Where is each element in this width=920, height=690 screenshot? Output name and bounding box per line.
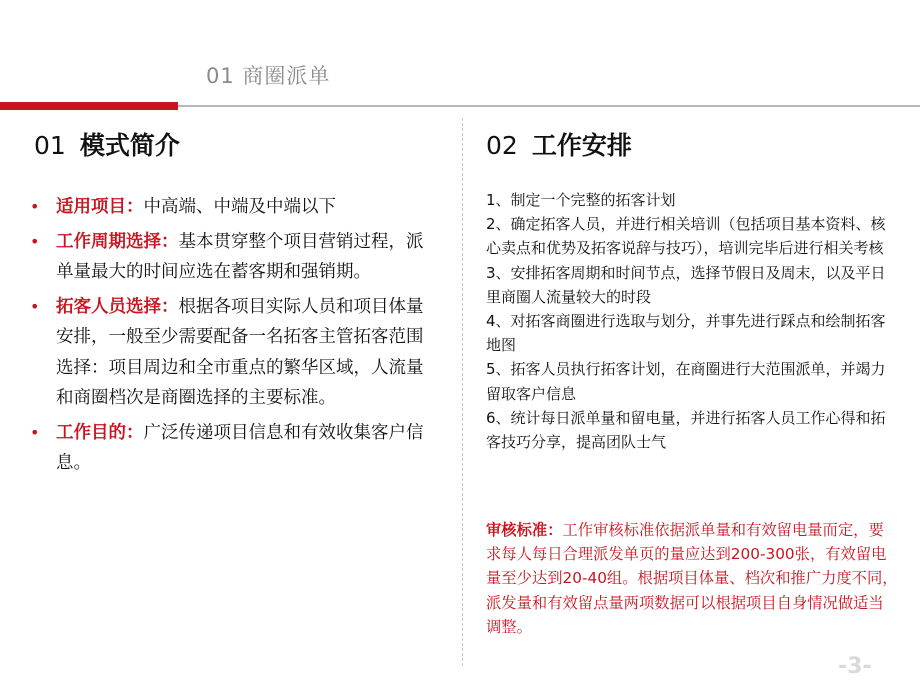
- list-item: [28, 418, 436, 479]
- step-item: 4、对拓客商圈进行选取与划分，并事先进行踩点和绘制拓客地图: [486, 312, 886, 355]
- step-item: 1、制定一个完整的拓客计划: [486, 191, 676, 209]
- right-section-number: 02: [486, 131, 518, 160]
- item-text: 根据各项目实际人员和项目体量安排，一般至少需要配备一名拓客主管拓客范围选择：项目周边和全市重点的繁华区域，人流量和商圈档次是商圈选择的主要标准。: [56, 296, 424, 408]
- bullet-icon: •: [30, 197, 40, 216]
- page-number: -3-: [838, 654, 872, 679]
- review-key: 审核标准：: [486, 521, 563, 539]
- right-section-label: 工作安排: [531, 131, 632, 160]
- review-standard: [486, 518, 898, 639]
- review-text: 工作审核标准依据派单量和有效留电量而定，要求每人每日合理派发单页的量应达到200-300张，有效留电量至少达到20-40组。根据项目体量、档次和推广力度不同，派发量和有效留点量两项数据可以根据项目自身情况做适当调整。: [486, 521, 898, 636]
- item-text: 广泛传递项目信息和有效收集客户信息。: [56, 422, 424, 473]
- list-item: [28, 227, 436, 288]
- step-item: 3、安排拓客周期和时间节点，选择节假日及周末，以及平日里商圈人流量较大的时段: [486, 263, 886, 306]
- step-item: 5、拓客人员执行拓客计划，在商圈进行大范围派单，并竭力留取客户信息: [486, 360, 886, 403]
- step-item: 2、确定拓客人员，并进行相关培训（包括项目基本资料、核心卖点和优势及拓客说辞与技巧），培训完毕后进行相关考核: [486, 215, 886, 258]
- item-text: 基本贯穿整个项目营销过程，派单量最大的时间应选在蓄客期和强销期。: [56, 231, 424, 282]
- item-key: 工作目的：: [56, 422, 144, 443]
- header-title: 01 商圈派单: [206, 64, 331, 88]
- bullet-icon: •: [30, 422, 40, 442]
- left-section-number: 01: [34, 131, 66, 160]
- mode-intro-list: [28, 192, 436, 483]
- header-accent-bar: [0, 102, 178, 110]
- left-section-label: 模式简介: [79, 131, 180, 160]
- right-section-title: [486, 126, 632, 162]
- item-key: 工作周期选择：: [56, 231, 179, 252]
- item-key: 适用项目：: [56, 197, 144, 217]
- column-divider: [462, 118, 463, 666]
- header-rule: [178, 105, 920, 107]
- left-section-title: [34, 126, 180, 162]
- work-steps: [486, 188, 896, 454]
- bullet-icon: •: [30, 231, 40, 251]
- list-item: [28, 292, 436, 414]
- item-key: 拓客人员选择：: [56, 296, 179, 317]
- bullet-icon: •: [30, 296, 40, 316]
- item-text: 中高端、中端及中端以下: [143, 197, 336, 217]
- list-item: [28, 192, 436, 223]
- step-item: 6、统计每日派单量和留电量，并进行拓客人员工作心得和拓客技巧分享，提高团队士气: [486, 408, 886, 452]
